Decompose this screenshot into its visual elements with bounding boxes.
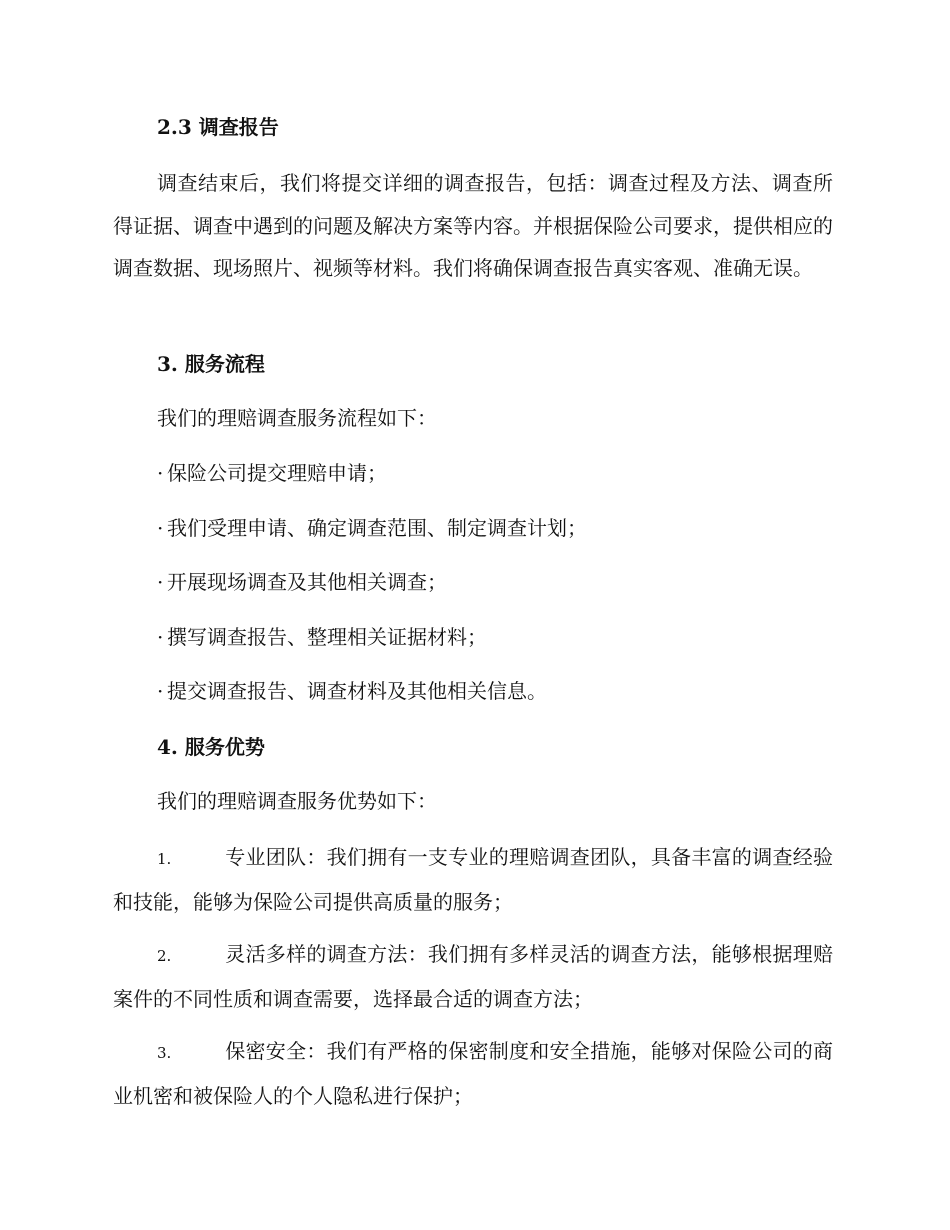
bullet-item (157, 568, 447, 596)
bullet-item (157, 459, 387, 487)
section-heading-4: 4. 服务优势 (157, 735, 265, 759)
item-number: 1. (157, 850, 172, 868)
bullet-text: 我们受理申请、确定调查范围、制定调查计划； (167, 516, 587, 540)
bullet-symbol: · (157, 461, 164, 485)
bullet-symbol: · (157, 625, 164, 649)
bullet-symbol: · (157, 516, 164, 540)
bullet-symbol: · (157, 570, 164, 594)
item-text: 保密安全：我们有严格的保密制度和安全措施，能够对保险公司的商业机密和被保险人的个人隐私进行保护； (113, 1039, 833, 1108)
section-3-intro: 我们的理赔调查服务流程如下： (157, 406, 437, 430)
bullet-item (157, 623, 487, 651)
bullet-text: 保险公司提交理赔申请； (167, 461, 387, 485)
section-2-3-paragraph: 调查结束后，我们将提交详细的调查报告，包括：调查过程及方法、调查所得证据、调查中遇到的问题及解决方案等内容。并根据保险公司要求，提供相应的调查数据、现场照片、视频等材料。我们将确保调查报告真实客观、准确无误。 (113, 171, 833, 280)
numbered-item (113, 836, 833, 923)
item-number: 2. (157, 947, 172, 965)
item-number: 3. (157, 1044, 172, 1062)
item-text: 专业团队：我们拥有一支专业的理赔调查团队，具备丰富的调查经验和技能，能够为保险公司提供高质量的服务； (113, 845, 833, 914)
bullet-text: 撰写调查报告、整理相关证据材料； (167, 625, 487, 649)
bullet-symbol: · (157, 679, 164, 703)
section-heading-3: 3. 服务流程 (157, 352, 265, 376)
bullet-item (157, 677, 547, 705)
section-4-intro: 我们的理赔调查服务优势如下： (157, 789, 437, 813)
item-text: 灵活多样的调查方法：我们拥有多样灵活的调查方法，能够根据理赔案件的不同性质和调查需要，选择最合适的调查方法； (113, 942, 833, 1011)
bullet-text: 开展现场调查及其他相关调查； (167, 570, 447, 594)
bullet-text: 提交调查报告、调查材料及其他相关信息。 (167, 679, 547, 703)
bullet-item (157, 514, 587, 542)
numbered-item (113, 1030, 833, 1117)
section-heading-2-3: 2.3 调查报告 (157, 115, 279, 139)
numbered-item (113, 933, 833, 1020)
